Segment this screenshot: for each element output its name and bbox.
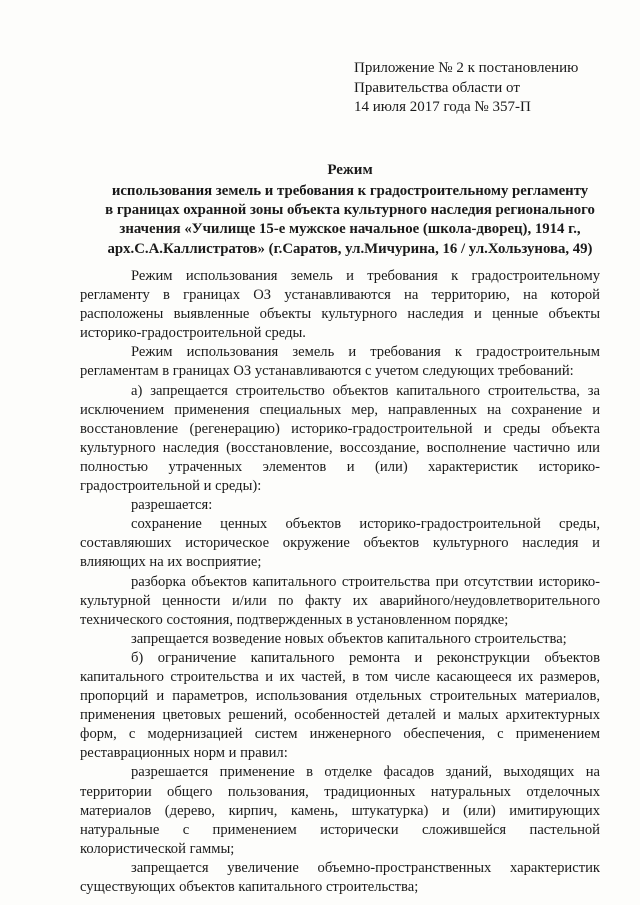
approval-line: Правительства области от xyxy=(354,79,520,96)
paragraph: сохранение ценных объектов историко-градостроительной среды, составляюших историческое окружение объектов культурного наследия и влияющих на их восприятие; xyxy=(80,516,600,571)
title-line: значения «Училище 15-е мужское начальное (школа-дворец), 1914 г., xyxy=(119,221,581,238)
title-line: в границах охранной зоны объекта культурного наследия регионального xyxy=(105,202,595,219)
paragraph: Режим использования земель и требования к градостроительному регламенту в границах ОЗ устанавливаются на территорию, на которой расположены выявленные объекты культурного наследия и ценные объекты историко-градостроительной среды. xyxy=(80,268,600,342)
paragraph: б) ограничение капитального ремонта и реконструкции объектов капитального строительства и их частей, в том числе касающееся их размеров, пропорций и параметров, использования отдельных строительных материалов, применения цветовых решений, особенностей деталей и малых архитектурных форм, с модернизацией систем инженерного обеспечения, с применением реставрационных норм и правил: xyxy=(80,649,600,762)
document-body xyxy=(80,267,600,897)
paragraph: разрешается применение в отделке фасадов зданий, выходящих на территории общего пользования, традиционных натуральных отделочных материалов (дерево, кирпич, камень, штукатурка) и (или) имитирующих натуральные с применением исторически сложившейся пастельной колористической гаммы; xyxy=(80,764,600,857)
paragraph: разрешается: xyxy=(131,497,213,514)
document-title xyxy=(80,160,620,259)
title-line: арх.С.А.Каллистратов» (г.Саратов, ул.Мичурина, 16 / ул.Хользунова, 49) xyxy=(107,240,593,257)
paragraph: запрещается возведение новых объектов капитального строительства; xyxy=(131,630,567,647)
approval-line: 14 июля 2017 года № 357-П xyxy=(354,99,531,115)
title-line: использования земель и требования к градостроительному регламенту xyxy=(111,183,589,199)
paragraph: а) запрещается строительство объектов капитального строительства, за исключением применения специальных мер, направленных на сохранение и восстановление (регенерацию) историко-градостроительной и среды объекта культурного наследия (восстановление, воссоздание, восполнение частично или полностью утраченных элементов и (или) характеристик историко-градостроительной и среды): xyxy=(80,382,600,495)
approval-note xyxy=(354,59,614,118)
paragraph: разборка объектов капитального строительства при отсутствии историко-культурной ценности и/или по факту их аварийного/неудовлетворительного технического состояния, подтвержденных в установленном порядке; xyxy=(80,573,600,628)
paragraph: запрещается увеличение объемно-пространственных характеристик существующих объектов капитального строительства; xyxy=(80,859,600,895)
paragraph: Режим использования земель и требования к градостроительным регламентам в границах ОЗ устанавливаются с учетом следующих требований: xyxy=(80,344,600,380)
approval-line: Приложение № 2 к постановлению xyxy=(354,60,579,76)
title-heading: Режим xyxy=(327,162,373,178)
